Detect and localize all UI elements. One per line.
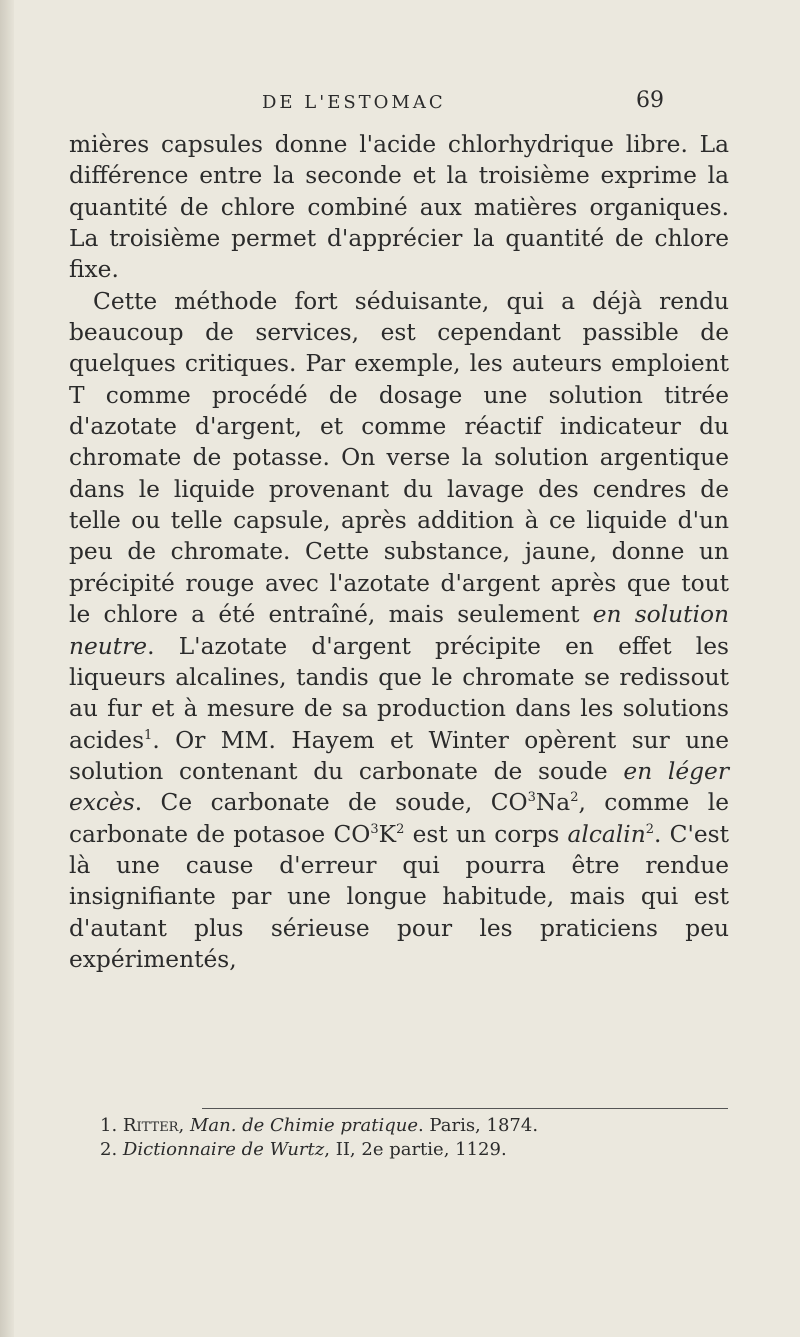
text-span: K [378,820,397,848]
running-title: DE L'ESTOMAC [262,92,446,113]
formula-superscript: 2 [570,790,579,806]
footnote-2 [100,1138,720,1162]
text-span: . C'est là une cause d'erreur qui pourra être rendue insignifiante par une longue habitude, mais qui est d'autant plus sérieuse pour les praticiens peu expérimentés, [69,820,729,973]
footnote-title: Man. de Chimie pratique [189,1115,418,1136]
footnote-1: 1. Ritter, Man. de Chimie pratique. Paris, 1874. [100,1115,539,1136]
page-spine-shadow [0,0,14,1337]
footnote-rest: . Paris, 1874. [417,1115,539,1136]
body-text [69,129,729,975]
paragraph-1: mières capsules donne l'acide chlorhydrique libre. La différence entre la seconde et la troisième exprime la quantité de chlore combiné aux matières organiques. La troisième permet d'apprécier la quantité de chlore fixe. [69,131,729,284]
emphasis-text: en léger excès [69,757,729,817]
text-span: Na [535,789,571,817]
text-span: . Or MM. Hayem et Winter opèrent sur une solution contenant du carbonate de soude [69,726,729,785]
footnote-number: 1. [100,1115,118,1136]
emphasis-text: en solution neutre [69,601,730,660]
formula-superscript: 3 [370,821,379,837]
formula-superscript: 2 [396,821,405,837]
text-span: . Ce carbonate de soude, CO [134,789,528,817]
footnote-number: 2. [100,1139,118,1160]
text-span: . L'azotate d'argent précipite en effet les liqueurs alcalines, tandis que le chromate se redissout au fur et à mesure de sa production dans les solutions acides [69,632,729,754]
paragraph-2 [69,286,729,976]
text-span: est un corps [404,820,568,848]
footnote-ref-1: 1 [144,727,153,743]
page-header [0,88,800,118]
page-number: 69 [636,88,664,113]
footnote-title: Dictionnaire de Wurtz [122,1139,325,1160]
emphasis-text: alcalin [567,820,646,848]
footnote-author: Ritter [122,1115,179,1136]
text-span: Cette méthode fort séduisante, qui a déjà rendu beaucoup de services, est cependant passible de quelques critiques. Par exemple, les auteurs emploient T comme procédé de dosage une solution titrée d'azotate d'argent, et comme réactif indicateur du chromate de potasse. On verse la solution argentique dans le liquide provenant du lavage des cendres de telle ou telle capsule, après addition à ce liquide d'un peu de chromate. Cette substance, jaune, donne un précipité rouge avec l'azotate d'argent après que tout le chlore a été entraîné, mais seulement [69,287,729,629]
footnote-rest: , II, 2e partie, 1129. [324,1139,507,1160]
footnotes [100,1114,720,1162]
text-span: , comme le carbonate de potasoe CO [69,789,729,848]
formula-superscript: 3 [527,790,536,806]
footnote-divider [202,1108,728,1109]
footnote-ref-2: 2 [645,821,654,837]
